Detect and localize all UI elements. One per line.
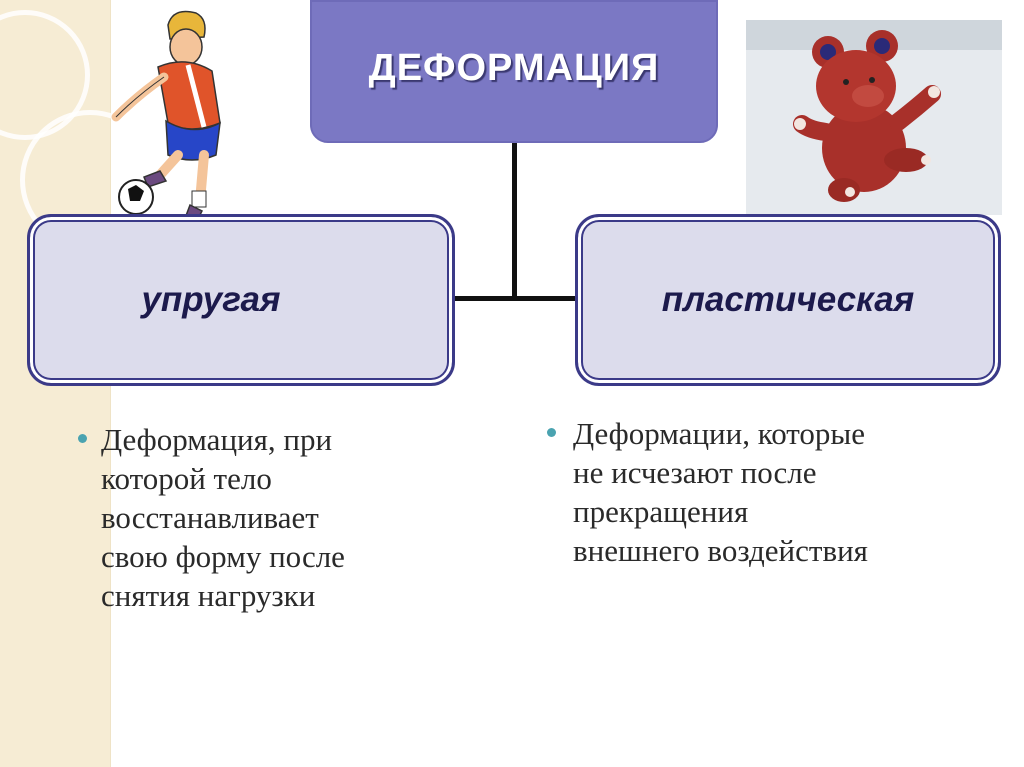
- root-node-label: ДЕФОРМАЦИЯ: [368, 47, 660, 89]
- category-label-plastic: пластическая: [661, 280, 915, 319]
- description-line: Деформации, которые: [573, 416, 866, 451]
- description-line: восстанавливает: [101, 500, 319, 535]
- description-line: свою форму после: [101, 539, 345, 574]
- connector-vertical: [512, 143, 517, 301]
- description-line: которой тело: [101, 461, 272, 496]
- connector-horizontal: [446, 296, 582, 301]
- plasticine-bear-photo: [746, 20, 1002, 215]
- category-node-elastic: [27, 214, 455, 386]
- category-label-elastic: упругая: [141, 280, 281, 319]
- description-line: не исчезают после: [573, 455, 817, 490]
- description-line: Деформация, при: [101, 422, 333, 457]
- description-elastic: [101, 420, 345, 615]
- bullet-icon: [547, 428, 556, 437]
- root-node: [310, 0, 718, 143]
- description-plastic: [573, 414, 868, 570]
- category-node-plastic: [575, 214, 1001, 386]
- description-line: прекращения: [573, 494, 749, 529]
- description-line: снятия нагрузки: [101, 578, 316, 613]
- description-line: внешнего воздействия: [573, 533, 868, 568]
- bullet-icon: [78, 434, 87, 443]
- soccer-player-illustration: [108, 5, 238, 245]
